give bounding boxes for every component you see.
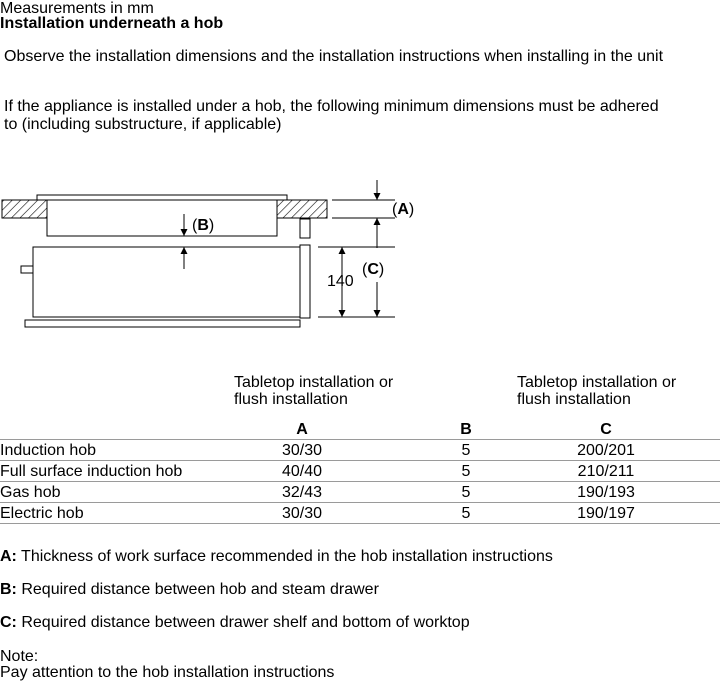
legend-c [0, 614, 470, 632]
drawer-body [33, 247, 300, 317]
cell-a: 40/40 [281, 463, 323, 480]
column-header-a: A [296, 421, 308, 438]
cell-a: 32/43 [281, 484, 323, 501]
legend-a-key: A: [0, 548, 17, 565]
legend-b-text: Required distance between hob and steam drawer [16, 581, 379, 598]
note-text: Pay attention to the hob installation instructions [0, 664, 335, 681]
column-header-b: B [460, 421, 472, 438]
table-divider [0, 502, 720, 503]
cell-b: 5 [461, 442, 471, 459]
measurements-note: Measurements in mm [0, 0, 154, 17]
worktop-left [2, 200, 47, 218]
worktop-right [277, 200, 327, 218]
row-name: Gas hob [0, 484, 61, 501]
group-heading-left-line-2: flush installation [234, 391, 348, 408]
group-heading-left-line-1: Tabletop installation or [234, 374, 394, 391]
cell-a: 30/30 [281, 505, 323, 522]
legend-b [0, 581, 379, 599]
label-b: (B) [192, 217, 215, 234]
group-heading-right-line-2: flush installation [517, 391, 631, 408]
legend-a [0, 548, 553, 566]
cell-c: 200/201 [577, 442, 635, 459]
drawer-front [300, 245, 310, 318]
cell-b: 5 [461, 484, 471, 501]
label-c: (C) [362, 261, 385, 278]
intro-paragraph-2-line-1: If the appliance is installed under a hob, the following minimum dimensions must be adhered [4, 98, 659, 115]
row-name: Electric hob [0, 505, 84, 522]
table-divider [0, 481, 720, 482]
cell-b: 5 [461, 505, 471, 522]
legend-c-text: Required distance between drawer shelf and bottom of worktop [16, 614, 470, 631]
group-heading-right [517, 374, 676, 408]
hob-top-plate [37, 195, 287, 200]
intro-paragraph-2-line-2: to (including substructure, if applicable) [4, 116, 282, 133]
row-name: Full surface induction hob [0, 463, 183, 480]
cell-b: 5 [461, 463, 471, 480]
group-heading-right-line-1: Tabletop installation or [517, 374, 677, 391]
page-title: Installation underneath a hob [0, 15, 224, 32]
hob-body [47, 200, 277, 236]
table-divider [0, 523, 720, 524]
cell-a: 30/30 [281, 442, 323, 459]
cell-c: 190/193 [577, 484, 635, 501]
row-name: Induction hob [0, 442, 97, 459]
drawer-rear-tab [21, 266, 33, 273]
cell-c: 210/211 [577, 463, 635, 480]
table-divider [0, 439, 720, 440]
intro-paragraph-1: Observe the installation dimensions and the installation instructions when installing in the unit [4, 48, 664, 65]
hob-connector [300, 219, 310, 238]
note-label: Note: [0, 648, 39, 665]
legend-a-text: Thickness of work surface recommended in the hob installation instructions [16, 548, 553, 565]
dimension-140: 140 [327, 273, 354, 290]
legend-b-key: B: [0, 581, 17, 598]
cell-c: 190/197 [577, 505, 635, 522]
label-a: (A) [392, 201, 415, 218]
group-heading-left [234, 374, 393, 408]
table-divider [0, 460, 720, 461]
installation-diagram [0, 178, 440, 338]
legend-c-key: C: [0, 614, 17, 631]
column-header-c: C [600, 421, 612, 438]
drawer-shelf [25, 320, 300, 327]
